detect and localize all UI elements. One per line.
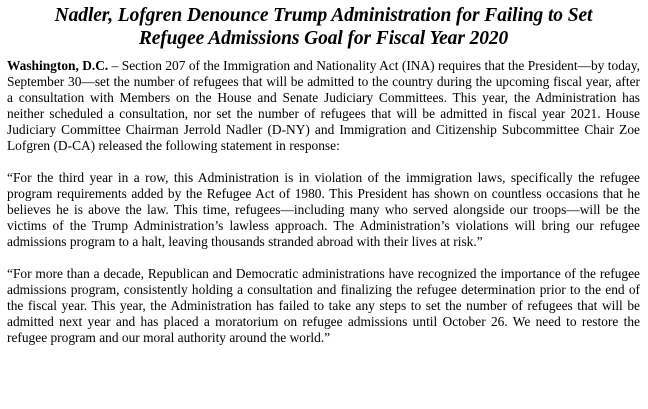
title-line-2: Refugee Admissions Goal for Fiscal Year 2020	[138, 28, 509, 49]
quote-paragraph-2: “For more than a decade, Republican and Democratic administrations have recognized the importance of the refugee admissions program, consistently holding a consultation and finalizing the refugee determination prior to the end of the fiscal year. This year, the Administration has failed to take any steps to set the number of refugees that will be admitted next year and has placed a moratorium on refugee admissions until October 26. We need to restore the refugee program and our moral authority around the world.”	[7, 266, 640, 345]
quote-paragraph-1: “For the third year in a row, this Administration is in violation of the immigration laws, specifically the refugee program requirements added by the Refugee Act of 1980. This President has shown on countless occasions that he believes he is above the law. This time, refugees—including many who served alongside our troops—will be the victims of the Trump Administration’s lawless approach. The Administration’s violations will bring our refugee admissions program to a halt, leaving thousands stranded abroad with their lives at risk.”	[7, 170, 640, 249]
press-release-title	[7, 4, 640, 50]
dateline: Washington, D.C.	[7, 58, 109, 73]
intro-paragraph-text: – Section 207 of the Immigration and Nationality Act (INA) requires that the President—by today, September 30—set the number of refugees that will be admitted to the country during the upcoming fiscal year, after a consultation with Members on the House and Senate Judiciary Committees. This year, the Administration has neither scheduled a consultation, nor set the number of refugees that will be admitted in fiscal year 2021. House Judiciary Committee Chairman Jerrold Nadler (D-NY) and Immigration and Citizenship Subcommittee Chair Zoe Lofgren (D-CA) released the following statement in response:	[7, 58, 641, 153]
intro-paragraph	[7, 58, 640, 154]
title-line-1: Nadler, Lofgren Denounce Trump Administration for Failing to Set	[54, 5, 593, 26]
